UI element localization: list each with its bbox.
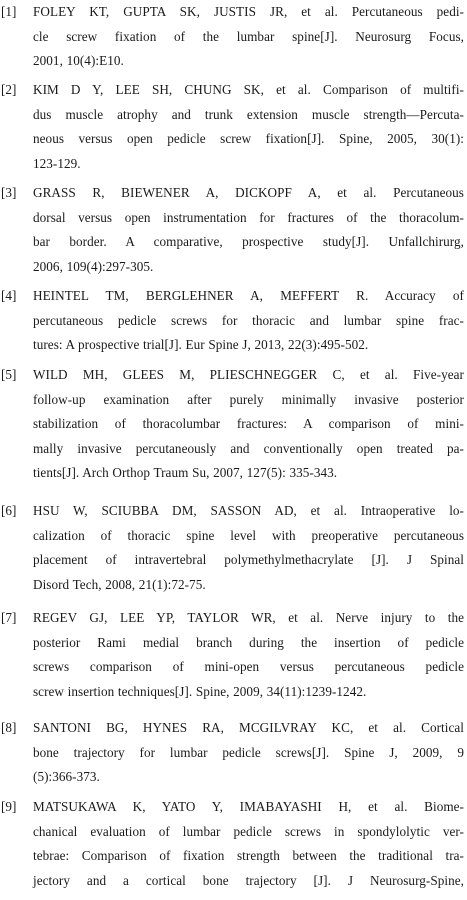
reference-line: REGEV GJ, LEE YP, TAYLOR WR, et al. Nerve injury to the bbox=[33, 610, 464, 625]
reference-number: [4] bbox=[1, 288, 17, 303]
reference-line: jectory and a cortical bone trajectory [J]. J Neurosurg-Spine, bbox=[33, 872, 464, 888]
reference-line: screws comparison of mini-open versus percutaneous pedicle bbox=[33, 659, 464, 675]
reference-line: posterior Rami medial branch during the insertion of pedicle bbox=[33, 634, 464, 650]
reference-line: follow-up examination after purely minimally invasive posterior bbox=[33, 391, 464, 407]
reference-line: dus muscle atrophy and trunk extension muscle strength—Percuta- bbox=[33, 106, 464, 122]
reference-number: [5] bbox=[1, 367, 17, 382]
reference-line: Disord Tech, 2008, 21(1):72-75. bbox=[33, 576, 206, 592]
reference-number: [1] bbox=[1, 4, 17, 19]
reference-line: HEINTEL TM, BERGLEHNER A, MEFFERT R. Accuracy of bbox=[33, 288, 464, 303]
reference-line: tebrae: Comparison of fixation strength between the traditional tra- bbox=[33, 848, 464, 864]
reference-line: cle screw fixation of the lumbar spine[J]. Neurosurg Focus, bbox=[33, 28, 464, 44]
reference-number: [6] bbox=[1, 503, 17, 518]
reference-number: [2] bbox=[1, 82, 17, 97]
reference-line: SANTONI BG, HYNES RA, MCGILVRAY KC, et al. Cortical bbox=[33, 720, 464, 735]
reference-line: HSU W, SCIUBBA DM, SASSON AD, et al. Intraoperative lo- bbox=[33, 503, 464, 518]
reference-line: 123-129. bbox=[33, 155, 81, 171]
reference-line: KIM D Y, LEE SH, CHUNG SK, et al. Comparison of multifi- bbox=[33, 82, 464, 97]
reference-number: [3] bbox=[1, 185, 17, 200]
reference-line: percutaneous pedicle screws for thoracic and lumbar spine frac- bbox=[33, 312, 464, 328]
reference-line: GRASS R, BIEWENER A, DICKOPF A, et al. Percutaneous bbox=[33, 185, 464, 200]
reference-line: chanical evaluation of lumbar pedicle screws in spondylolytic ver- bbox=[33, 823, 464, 839]
reference-text bbox=[33, 181, 464, 279]
reference-line: MATSUKAWA K, YATO Y, IMABAYASHI H, et al. Biome- bbox=[33, 799, 464, 814]
reference-text bbox=[33, 363, 464, 486]
reference-line: calization of thoracic spine level with preoperative percutaneous bbox=[33, 527, 464, 543]
reference-line: bar border. A comparative, prospective study[J]. Unfallchirurg, bbox=[33, 234, 464, 250]
reference-line: tures: A prospective trial[J]. Eur Spine J, 2013, 22(3):495-502. bbox=[33, 337, 369, 353]
reference-text bbox=[33, 0, 464, 74]
reference-line: FOLEY KT, GUPTA SK, JUSTIS JR, et al. Percutaneous pedi- bbox=[33, 4, 464, 19]
reference-text bbox=[33, 716, 464, 790]
reference-line: dorsal versus open instrumentation for fractures of the thoracolum- bbox=[33, 209, 464, 225]
reference-line: mally invasive percutaneously and conventionally open treated pa- bbox=[33, 440, 464, 456]
reference-line: bone trajectory for lumbar pedicle screws[J]. Spine J, 2009, 9 bbox=[33, 744, 464, 760]
reference-text bbox=[33, 284, 464, 358]
reference-line: neous versus open pedicle screw fixation[J]. Spine, 2005, 30(1): bbox=[33, 131, 464, 147]
reference-number: [7] bbox=[1, 610, 17, 625]
reference-text bbox=[33, 499, 464, 597]
reference-number: [9] bbox=[1, 799, 17, 814]
reference-line: tients[J]. Arch Orthop Traum Su, 2007, 127(5): 335-343. bbox=[33, 465, 338, 481]
reference-text bbox=[33, 78, 464, 176]
reference-line: placement of intravertebral polymethylmethacrylate [J]. J Spinal bbox=[33, 552, 464, 568]
reference-line: 2001, 10(4):E10. bbox=[33, 53, 124, 69]
reference-line: WILD MH, GLEES M, PLIESCHNEGGER C, et al. Five-year bbox=[33, 367, 464, 382]
reference-text bbox=[33, 606, 464, 704]
reference-line: 2006, 109(4):297-305. bbox=[33, 258, 154, 274]
reference-number: [8] bbox=[1, 720, 17, 735]
reference-line: (5):366-373. bbox=[33, 769, 100, 785]
reference-line: screw insertion techniques[J]. Spine, 2009, 34(11):1239-1242. bbox=[33, 683, 367, 699]
reference-line: stabilization of thoracolumbar fractures: A comparison of mini- bbox=[33, 416, 464, 432]
reference-text bbox=[33, 795, 464, 893]
